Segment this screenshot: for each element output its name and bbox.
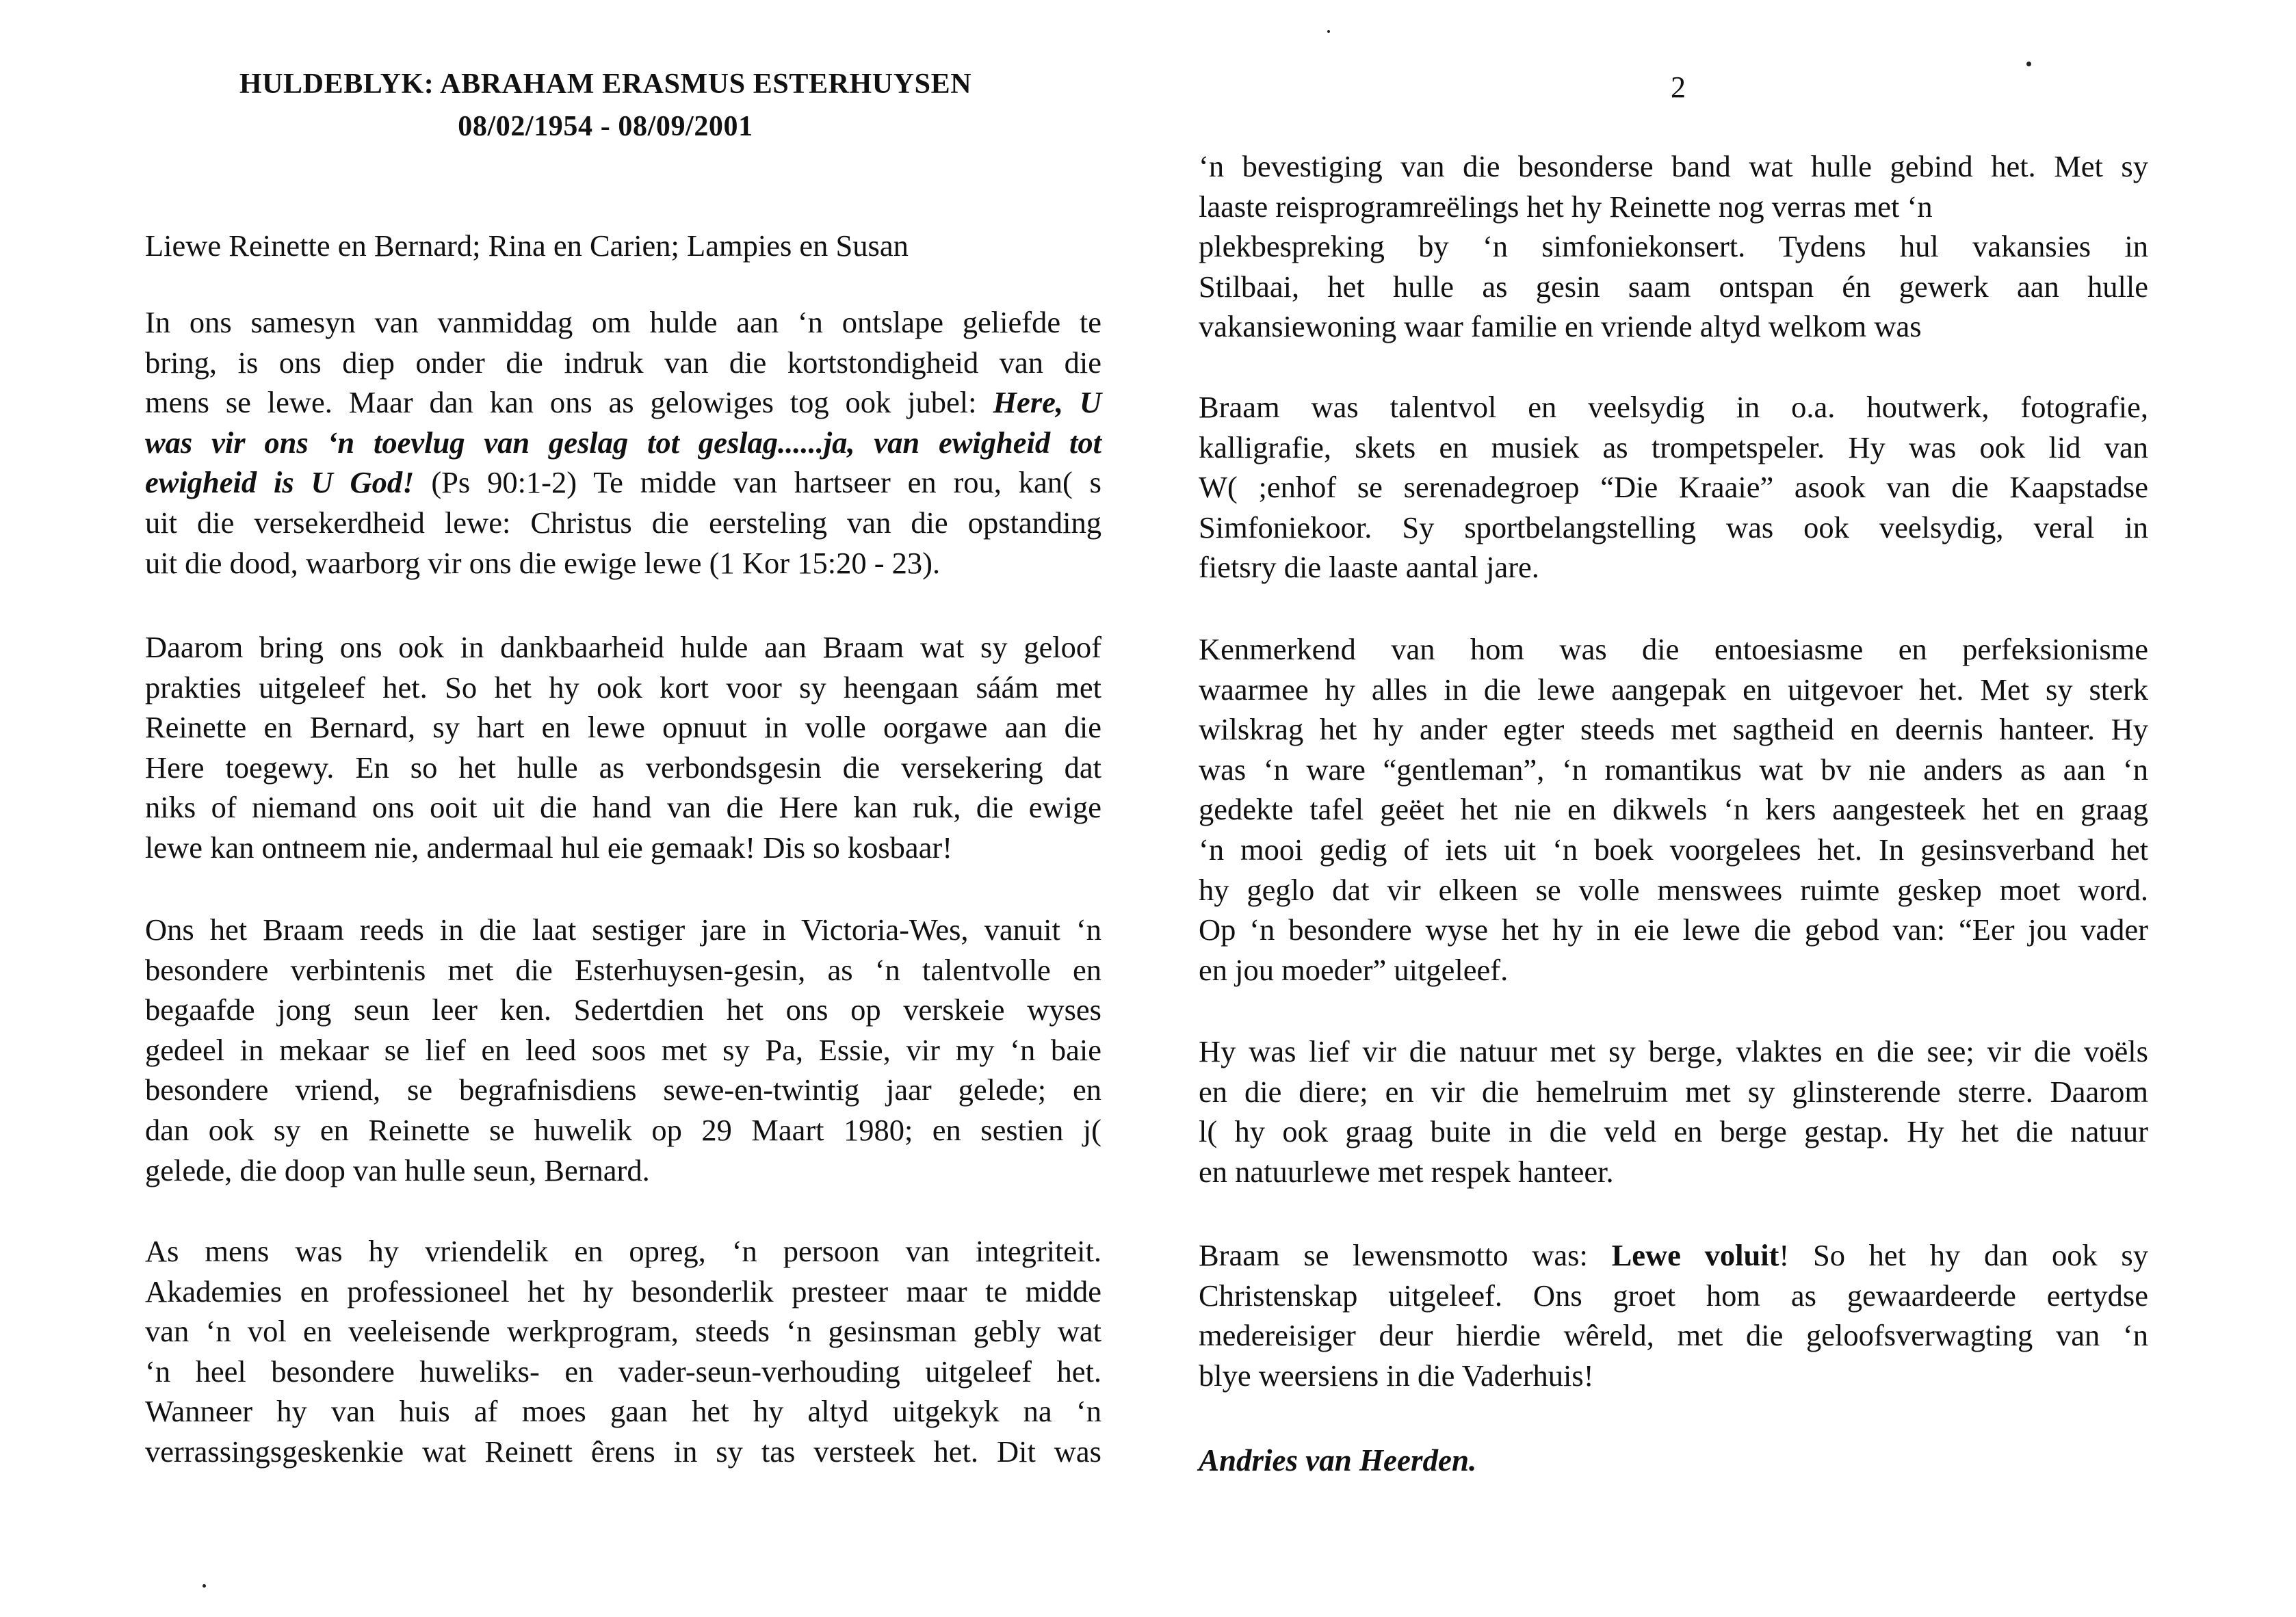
paragraph-line: dan ook sy en Reinette se huwelik op 29 Maart 1980; en sestien j( bbox=[145, 1112, 1101, 1147]
paragraph-line: gelede, die doop van hulle seun, Bernard. bbox=[145, 1153, 650, 1187]
paragraph-line: kalligrafie, skets en musiek as trompetspeler. Hy was ook lid van bbox=[1199, 430, 2148, 464]
scan-speck bbox=[2026, 62, 2031, 66]
paragraph-line: blye weersiens in die Vaderhuis! bbox=[1199, 1358, 1594, 1393]
paragraph-line: medereisiger deur hierdie wêreld, met die geloofsverwagting van ‘n bbox=[1199, 1318, 2148, 1353]
paragraph-line: ‘n heel besondere huweliks- en vader-seun-verhouding uitgeleef het. bbox=[145, 1354, 1101, 1389]
paragraph-9 bbox=[1199, 1235, 2148, 1395]
paragraph-line: gedeel in mekaar se lief en leed soos met sy Pa, Essie, vir my ‘n baie bbox=[145, 1032, 1101, 1067]
paragraph-line: ‘n mooi gedig of iets uit ‘n boek voorgelees het. In gesinsverband het bbox=[1199, 832, 2148, 867]
paragraph-line: en natuurlewe met respek hanteer. bbox=[1199, 1154, 1614, 1189]
paragraph-line: In ons samesyn van vanmiddag om hulde aan ‘n ontslape geliefde te bbox=[145, 305, 1101, 339]
paragraph-line: Braam was talentvol en veelsydig in o.a. houtwerk, fotografie, bbox=[1199, 390, 2148, 424]
paragraph-line: waarmee hy alles in die lewe aangepak en uitgevoer het. Met sy sterk bbox=[1199, 672, 2148, 707]
paragraph-line: begaafde jong seun leer ken. Sedertdien het ons op verskeie wyses bbox=[145, 992, 1101, 1027]
paragraph-line: niks of niemand ons ooit uit die hand van die Here kan ruk, die ewige bbox=[145, 790, 1101, 825]
tribute-title bbox=[145, 63, 1066, 148]
paragraph-4 bbox=[145, 1231, 1101, 1472]
paragraph-line: plekbespreking by ‘n simfoniekonsert. Tydens hul vakansies in bbox=[1199, 229, 2148, 264]
paragraph-5 bbox=[1199, 146, 2148, 347]
paragraph-line: hy geglo dat vir elkeen se volle menswees ruimte geskep moet word. bbox=[1199, 872, 2148, 907]
paragraph-line: vakansiewoning waar familie en vriende altyd welkom was bbox=[1199, 309, 1922, 344]
text-run: mens se lewe. Maar dan kan ons as gelowiges tog ook jubel: bbox=[145, 385, 993, 420]
paragraph-line: lewe kan ontneem nie, andermaal hul eie gemaak! Dis so kosbaar! bbox=[145, 830, 953, 865]
paragraph-line: Ons het Braam reeds in die laat sestiger jare in Victoria-Wes, vanuit ‘n bbox=[145, 912, 1101, 947]
paragraph-6 bbox=[1199, 387, 2148, 588]
greeting-line: Liewe Reinette en Bernard; Rina en Carien; Lampies en Susan bbox=[145, 228, 909, 263]
paragraph-3 bbox=[145, 910, 1101, 1190]
title-dates: 08/02/1954 - 08/09/2001 bbox=[458, 111, 753, 142]
paragraph-1 bbox=[145, 302, 1101, 583]
paragraph-line: Reinette en Bernard, sy hart en lewe opnuut in volle oorgawe aan die bbox=[145, 710, 1101, 745]
paragraph-line: Hy was lief vir die natuur met sy berge, vlaktes en die see; vir die voëls bbox=[1199, 1034, 2148, 1068]
left-column bbox=[145, 0, 1101, 1617]
paragraph-line: prakties uitgeleef het. So het hy ook kort voor sy heengaan sáám met bbox=[145, 670, 1101, 705]
paragraph-line: Simfoniekoor. Sy sportbelangstelling was ook veelsydig, veral in bbox=[1199, 510, 2148, 544]
page-number: 2 bbox=[1671, 70, 1686, 104]
paragraph-line: Christenskap uitgeleef. Ons groet hom as gewaardeerde eertydse bbox=[1199, 1278, 2148, 1313]
paragraph-line: laaste reisprogramreëlings het hy Reinette nog verras met ‘n bbox=[1199, 189, 1933, 224]
paragraph-line: Wanneer hy van huis af moes gaan het hy altyd uitgekyk na ‘n bbox=[145, 1394, 1101, 1429]
paragraph-line: l( hy ook graag buite in die veld en berge gestap. Hy het die natuur bbox=[1199, 1114, 2148, 1149]
text-run: Braam se lewensmotto was: bbox=[1199, 1238, 1612, 1272]
paragraph-7 bbox=[1199, 629, 2148, 990]
paragraph-line: Kenmerkend van hom was die entoesiasme en perfeksionisme bbox=[1199, 632, 2148, 666]
scripture-quote: ewigheid is U God! bbox=[145, 465, 415, 500]
paragraph-line: verrassingsgeskenkie wat Reinett êrens in sy tas versteek het. Dit was bbox=[145, 1434, 1101, 1469]
paragraph-line: en die diere; en vir die hemelruim met sy glinsterende sterre. Daarom bbox=[1199, 1074, 2148, 1109]
paragraph-8 bbox=[1199, 1031, 2148, 1192]
right-column bbox=[1199, 0, 2148, 1617]
paragraph-line: W( ;enhof se serenadegroep “Die Kraaie” asook van die Kaapstadse bbox=[1199, 470, 2148, 505]
paragraph-line: fietsry die laaste aantal jare. bbox=[1199, 550, 1539, 585]
paragraph-line: van ‘n vol en veeleisende werkprogram, steeds ‘n gesinsman gebly wat bbox=[145, 1314, 1101, 1349]
signature: Andries van Heerden. bbox=[1199, 1443, 1477, 1477]
paragraph-line: ‘n bevestiging van die besonderse band wat hulle gebind het. Met sy bbox=[1199, 149, 2148, 183]
paragraph-line: en jou moeder” uitgeleef. bbox=[1199, 952, 1509, 987]
scan-speck bbox=[1327, 30, 1330, 33]
paragraph-line: besondere verbintenis met die Esterhuysen-gesin, as ‘n talentvolle en bbox=[145, 952, 1101, 987]
greeting bbox=[145, 226, 1101, 266]
paragraph-line: Here toegewy. En so het hulle as verbondsgesin die versekering dat bbox=[145, 750, 1101, 785]
paragraph-line: Op ‘n besondere wyse het hy in eie lewe die gebod van: “Eer jou vader bbox=[1199, 912, 2148, 947]
text-run: ! So het hy dan ook sy bbox=[1779, 1238, 2148, 1272]
paragraph-2 bbox=[145, 627, 1101, 868]
title-line: HULDEBLYK: ABRAHAM ERASMUS ESTERHUYSEN bbox=[239, 68, 972, 100]
paragraph-line bbox=[145, 382, 1101, 423]
life-motto: Lewe voluit bbox=[1611, 1238, 1779, 1272]
paragraph-line: was ‘n ware “gentleman”, ‘n romantikus wat bv nie anders as aan ‘n bbox=[1199, 752, 2148, 787]
paragraph-line: Akademies en professioneel het hy besonderlik presteer maar te midde bbox=[145, 1274, 1101, 1309]
scripture-quote: Here, U bbox=[993, 385, 1102, 420]
scripture-quote-line: was vir ons ‘n toevlug van geslag tot geslag......ja, van ewigheid tot bbox=[145, 425, 1101, 460]
paragraph-line: uit die versekerdheid lewe: Christus die eersteling van die opstanding bbox=[145, 505, 1101, 540]
paragraph-line: wilskrag het hy ander egter steeds met sagtheid en deernis hanteer. Hy bbox=[1199, 712, 2148, 747]
paragraph-line bbox=[1199, 1235, 2148, 1276]
paragraph-line: gedekte tafel geëet het nie en dikwels ‘n kers aangesteek het en graag bbox=[1199, 792, 2148, 827]
paragraph-line: Stilbaai, het hulle as gesin saam ontspan én gewerk aan hulle bbox=[1199, 269, 2148, 304]
paragraph-line: Daarom bring ons ook in dankbaarheid hulde aan Braam wat sy geloof bbox=[145, 630, 1101, 664]
text-run: (Ps 90:1-2) Te midde van hartseer en rou, kan( s bbox=[414, 465, 1102, 500]
paragraph-line: bring, is ons diep onder die indruk van die kortstondigheid van die bbox=[145, 345, 1101, 380]
scan-speck bbox=[203, 1584, 206, 1588]
paragraph-line: besondere vriend, se begrafnisdiens sewe-en-twintig jaar gelede; en bbox=[145, 1073, 1101, 1107]
paragraph-line: As mens was hy vriendelik en opreg, ‘n persoon van integriteit. bbox=[145, 1234, 1101, 1268]
paragraph-line: uit die dood, waarborg vir ons die ewige lewe (1 Kor 15:20 - 23). bbox=[145, 545, 941, 580]
paragraph-line bbox=[145, 462, 1101, 503]
